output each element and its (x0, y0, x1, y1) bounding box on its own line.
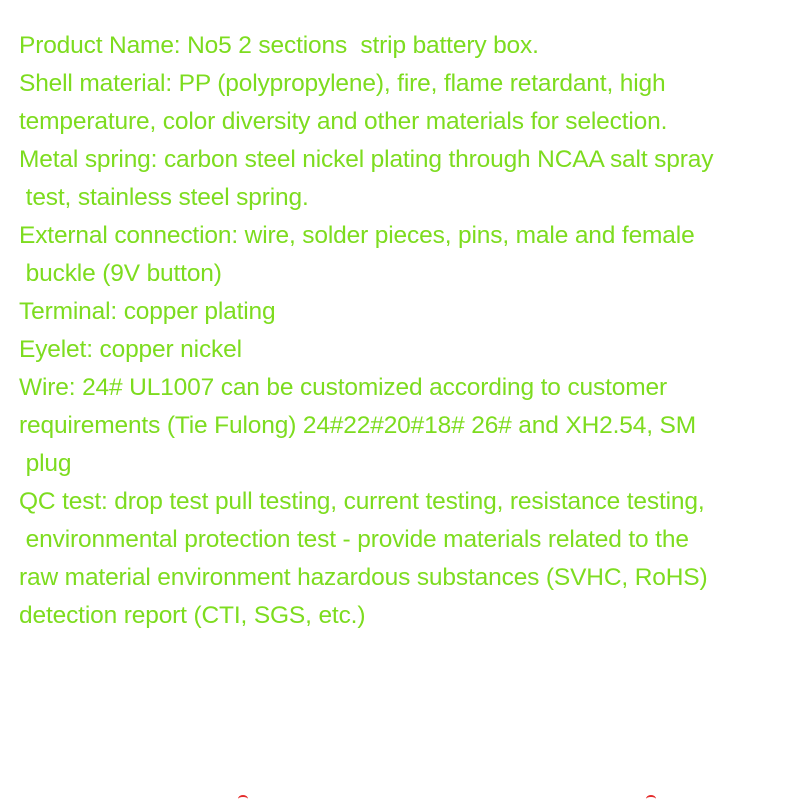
spec-line-terminal: Terminal: copper plating (19, 298, 276, 325)
product-spec-text (19, 27, 794, 635)
spec-line-qc-test: QC test: drop test pull testing, current testing, resistance testing, (19, 488, 705, 515)
bottom-edge-marks (0, 794, 800, 800)
spec-line-wire-continued: requirements (Tie Fulong) 24#22#20#18# 26# and XH2.54, SM (19, 412, 696, 439)
spec-line-wire-plug: plug (19, 450, 72, 477)
spec-line-metal-spring-continued: test, stainless steel spring. (19, 184, 309, 211)
spec-line-qc-test-materials: raw material environment hazardous substances (SVHC, RoHS) (19, 564, 708, 591)
spec-line-shell-material: Shell material: PP (polypropylene), fire, flame retardant, high (19, 70, 666, 97)
spec-line-shell-material-continued: temperature, color diversity and other materials for selection. (19, 108, 668, 135)
spec-line-external-connection-continued: buckle (9V button) (19, 260, 222, 287)
spec-line-eyelet: Eyelet: copper nickel (19, 336, 242, 363)
spec-line-detection-report: detection report (CTI, SGS, etc.) (19, 602, 366, 629)
spec-line-external-connection: External connection: wire, solder pieces, pins, male and female (19, 222, 695, 249)
right-red-mark (646, 795, 656, 800)
spec-line-metal-spring: Metal spring: carbon steel nickel plating through NCAA salt spray (19, 146, 714, 173)
left-red-mark (238, 795, 248, 800)
spec-line-qc-test-continued: environmental protection test - provide materials related to the (19, 526, 689, 553)
spec-line-wire: Wire: 24# UL1007 can be customized according to customer (19, 374, 667, 401)
spec-line-product-name: Product Name: No5 2 sections strip battery box. (19, 32, 539, 59)
